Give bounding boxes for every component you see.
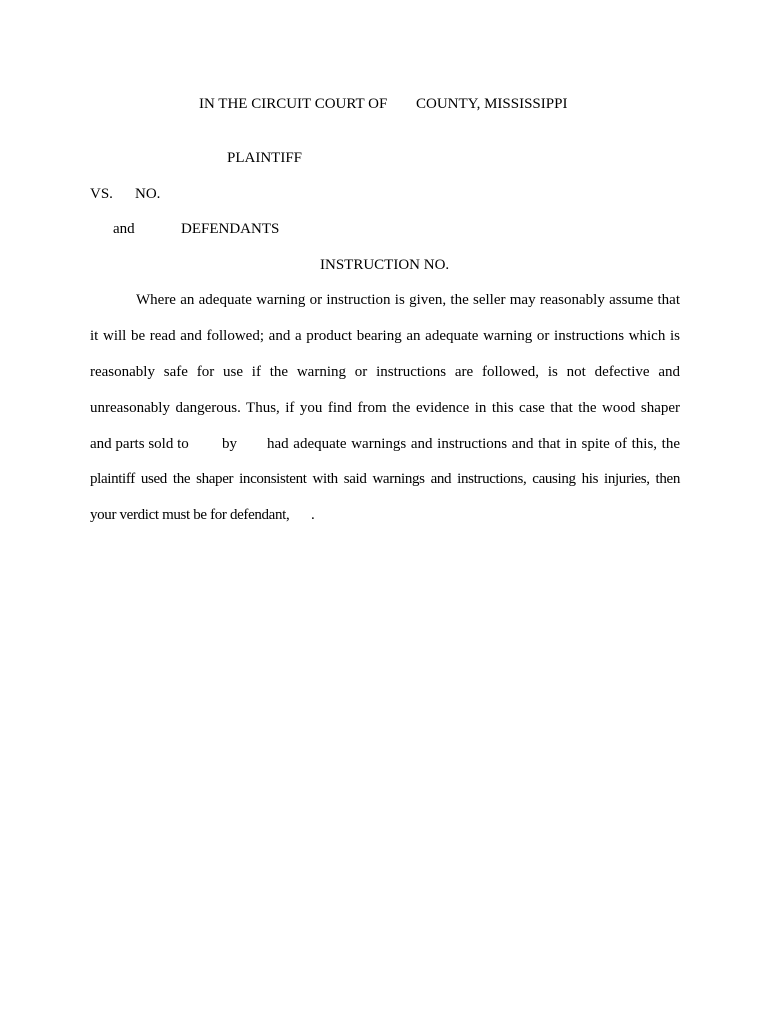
court-suffix: COUNTY, MISSISSIPPI	[416, 96, 568, 112]
paragraph-line-2: it will be read and followed; and a product bearing an adequate warning or instructions which is	[90, 328, 680, 344]
paragraph-line-5-part-2: by	[222, 436, 237, 452]
instruction-title: INSTRUCTION NO.	[320, 257, 450, 273]
vs-label: VS.	[90, 186, 113, 202]
paragraph-line-5-part-3: had adequate warnings and instructions and that in spite of this, the	[267, 436, 680, 452]
plaintiff-label: PLAINTIFF	[227, 150, 303, 166]
paragraph-line-7-part-1: your verdict must be for defendant,	[90, 507, 290, 523]
paragraph-line-7-part-2: .	[311, 507, 315, 523]
paragraph-line-4: unreasonably dangerous. Thus, if you find from the evidence in this case that the wood shaper	[90, 400, 680, 416]
and-label: and	[113, 221, 135, 237]
paragraph-line-3: reasonably safe for use if the warning or instructions are followed, is not defective and	[90, 364, 680, 380]
paragraph-line-5-part-1: and parts sold to	[90, 436, 189, 452]
paragraph-line-6: plaintiff used the shaper inconsistent with said warnings and instructions, causing his injuries, then	[90, 471, 680, 487]
paragraph-line-1: Where an adequate warning or instruction is given, the seller may reasonably assume that	[136, 292, 680, 308]
defendants-label: DEFENDANTS	[181, 221, 280, 237]
court-prefix: IN THE CIRCUIT COURT OF	[199, 96, 388, 112]
case-no-label: NO.	[135, 186, 161, 202]
